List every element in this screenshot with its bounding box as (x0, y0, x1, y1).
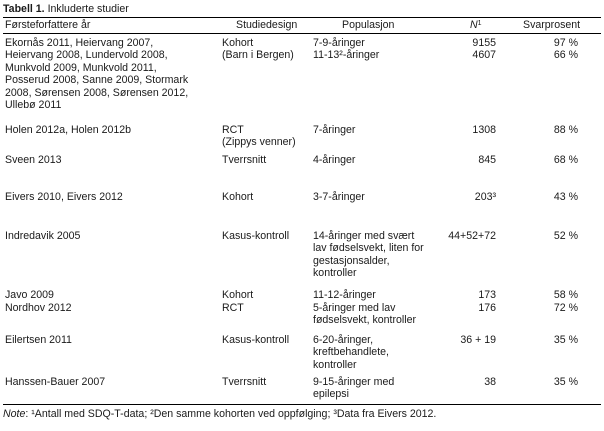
table-note (3, 408, 436, 421)
header-population: Populasjon (342, 19, 395, 31)
design-line: Tverrsnitt (222, 154, 267, 166)
response-rate-value: 72 % (553, 302, 578, 314)
population-line: 6-20-åringer, (313, 334, 374, 346)
bottom-rule (3, 404, 601, 405)
authors-line: 2008, Sørensen 2008, Sørensen 2012, (5, 86, 189, 99)
table-caption-label: Tabell 1. (3, 3, 45, 15)
population-line: gestasjonsalder, (313, 254, 390, 267)
design-line: Kasus-kontroll (222, 230, 290, 242)
response-rate-value: 58 % (553, 289, 578, 301)
response-rate-value: 43 % (553, 191, 578, 203)
population-line: 7-åringer (313, 124, 356, 136)
header-rule (3, 33, 601, 34)
response-rate-value: 97 % (553, 37, 578, 49)
header-response-rate: Svarprosent (523, 19, 581, 31)
population-line: 3-7-åringer (313, 191, 365, 203)
authors-line: Javo 2009 (5, 289, 54, 301)
authors-line: Hanssen-Bauer 2007 (5, 376, 106, 388)
n-value: 176 (478, 302, 496, 314)
population-line: kontroller (313, 267, 357, 280)
n-value: 173 (478, 289, 496, 301)
design-line: (Barn i Bergen) (222, 49, 294, 62)
response-rate-value: 52 % (553, 230, 578, 242)
population-line: 11-12-åringer (313, 289, 376, 301)
table-caption-text: Inkluderte studier (47, 3, 129, 15)
authors-line: Munkvold 2009, Munkvold 2011, (5, 61, 157, 74)
authors-line: Eilertsen 2011 (5, 334, 72, 346)
design-line: Kohort (222, 191, 254, 203)
table-caption (3, 2, 129, 16)
n-value: 38 (484, 376, 496, 388)
design-line: RCT (222, 124, 244, 136)
response-rate-value: 68 % (553, 154, 578, 166)
design-line: Kohort (222, 37, 254, 49)
n-value: 44+52+72 (448, 230, 496, 242)
design-line: (Zippys venner) (222, 136, 296, 149)
population-line: lav fødselsvekt, liten for (313, 242, 424, 255)
response-rate-value: 35 % (553, 376, 578, 388)
n-value: 845 (478, 154, 496, 166)
response-rate-value: 88 % (553, 124, 578, 136)
authors-line: Ullebø 2011 (5, 99, 62, 111)
design-line: Kasus-kontroll (222, 334, 290, 346)
population-line: epilepsi (313, 388, 349, 401)
n-value: 203³ (474, 191, 496, 203)
note-text: : ¹Antall med SDQ-T-data; ²Den samme kohorten ved oppfølging; ³Data fra Eivers 2012. (25, 408, 437, 420)
population-line: kontroller (313, 358, 357, 371)
top-rule (3, 17, 601, 18)
authors-line: Ekornås 2011, Heiervang 2007, (5, 37, 154, 49)
header-design: Studiedesign (236, 19, 298, 31)
design-line: Tverrsnitt (222, 376, 267, 388)
population-line: 5-åringer med lav (313, 302, 396, 314)
authors-line: Heiervang 2008, Lundervold 2008, (5, 49, 168, 62)
n-value: 36 + 19 (460, 334, 496, 346)
authors-line: Sveen 2013 (5, 154, 62, 166)
authors-line: Nordhov 2012 (5, 302, 72, 314)
header-authors: Førsteforfattere år (5, 19, 91, 31)
n-value: 1308 (472, 124, 496, 136)
design-line: Kohort (222, 289, 254, 301)
n-value: 4607 (472, 49, 496, 62)
note-label: Note (3, 408, 26, 420)
authors-line: Eivers 2010, Eivers 2012 (5, 191, 123, 203)
authors-line: Holen 2012a, Holen 2012b (5, 124, 132, 136)
n-value: 9155 (472, 37, 496, 49)
population-line: 4-åringer (313, 154, 356, 166)
population-line: 7-9-åringer (313, 37, 365, 49)
design-line: RCT (222, 302, 244, 314)
authors-line: Posserud 2008, Sanne 2009, Stormark (5, 74, 189, 87)
population-line: 14-åringer med svært (313, 230, 415, 242)
response-rate-value: 66 % (553, 49, 578, 62)
population-line: 9-15-åringer med (313, 376, 395, 388)
population-line: 11-13²-åringer (313, 49, 380, 62)
population-line: kreftbehandlete, (313, 346, 389, 359)
authors-line: Indredavik 2005 (5, 230, 81, 242)
response-rate-value: 35 % (553, 334, 578, 346)
header-n: $N^1$ (470, 19, 482, 31)
population-line: fødselsvekt, kontroller (313, 314, 417, 327)
